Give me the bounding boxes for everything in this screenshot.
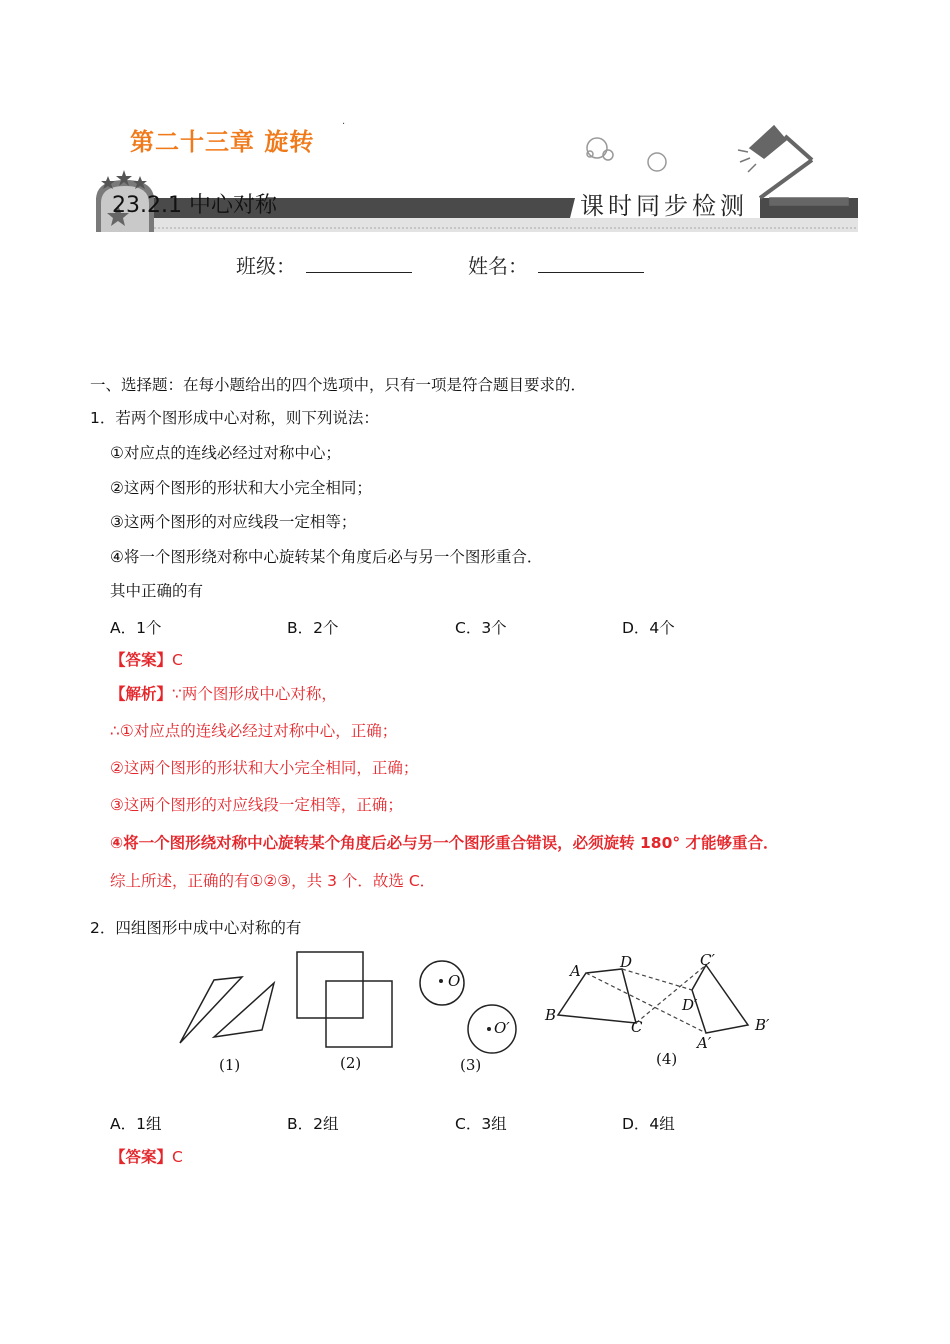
q1-option-d[interactable]: D．4个: [622, 619, 675, 637]
sync-title: 课时同步检测: [580, 192, 748, 220]
q1-option-c[interactable]: C．3个: [455, 619, 507, 637]
answer-value: C: [172, 1148, 183, 1166]
q1-item: ④将一个图形绕对称中心旋转某个角度后必与另一个图形重合．: [110, 548, 543, 566]
q1-stem: 1．若两个图形成中心对称，则下列说法：: [90, 409, 379, 427]
name-field[interactable]: [538, 272, 644, 273]
q1-analysis-line: ③这两个图形的对应线段一定相等，正确；: [110, 796, 403, 814]
q2-option-d[interactable]: D．4组: [622, 1115, 675, 1133]
figure-3: [420, 961, 516, 1053]
figure-label-1: (1): [219, 1056, 241, 1074]
q1-analysis-line: 综上所述，正确的有①②③，共 3 个．故选 C．: [110, 872, 436, 890]
q1-analysis-line: ∴①对应点的连线必经过对称中心，正确；: [110, 722, 398, 740]
figure-1: [180, 977, 274, 1043]
point-label-d2: D′: [682, 996, 698, 1014]
figure-label-2: (2): [340, 1054, 362, 1072]
q1-analysis-line: ②这两个图形的形状和大小完全相同，正确；: [110, 759, 419, 777]
point-label-o2: O′: [494, 1019, 510, 1037]
analysis-tag: 【解析】: [110, 685, 173, 703]
q1-tail: 其中正确的有: [110, 582, 204, 600]
point-label-a: A: [570, 962, 581, 980]
point-label-o: O: [448, 972, 461, 990]
q2-answer: [110, 1147, 183, 1167]
section-title: 23.2.1 中心对称: [112, 193, 277, 218]
q1-option-b[interactable]: B．2个: [287, 619, 339, 637]
class-label: 班级：: [236, 254, 296, 278]
q1-analysis-line: [110, 684, 337, 704]
q1-item: ③这两个图形的对应线段一定相等；: [110, 513, 357, 531]
point-label-c: C: [631, 1018, 643, 1036]
q2-option-b[interactable]: B．2组: [287, 1115, 339, 1133]
name-label: 姓名：: [468, 254, 528, 278]
q2-option-a[interactable]: A．1组: [110, 1115, 162, 1133]
answer-tag: 【答案】: [110, 1148, 173, 1166]
q2-option-c[interactable]: C．3组: [455, 1115, 507, 1133]
figure-label-3: (3): [460, 1056, 482, 1074]
point-label-d: D: [620, 953, 633, 971]
svg-text:.: .: [342, 116, 346, 127]
q1-answer: [110, 650, 183, 670]
point-label-c2: C′: [700, 951, 715, 969]
section-heading: 一、选择题：在每小题给出的四个选项中，只有一项是符合题目要求的．: [90, 376, 587, 394]
figure-4: [558, 965, 748, 1033]
chapter-title: 第二十三章 旋转: [130, 128, 315, 156]
figure-label-4: (4): [656, 1050, 678, 1068]
answer-value: C: [172, 651, 183, 669]
figure-2: [297, 952, 392, 1047]
q1-item: ②这两个图形的形状和大小完全相同；: [110, 479, 372, 497]
answer-tag: 【答案】: [110, 651, 173, 669]
point-label-a2: A′: [697, 1034, 712, 1052]
analysis-text: ∵两个图形成中心对称，: [172, 685, 337, 703]
class-field[interactable]: [306, 272, 412, 273]
q1-analysis-line: ④将一个图形绕对称中心旋转某个角度后必与另一个图形重合错误，必须旋转 180° 才能够重合．: [110, 834, 779, 852]
point-label-b2: B′: [755, 1016, 770, 1034]
q2-stem: 2．四组图形中成中心对称的有: [90, 919, 302, 937]
q1-option-a[interactable]: A．1个: [110, 619, 162, 637]
q1-item: ①对应点的连线必经过对称中心；: [110, 444, 341, 462]
point-label-b: B: [545, 1006, 557, 1024]
